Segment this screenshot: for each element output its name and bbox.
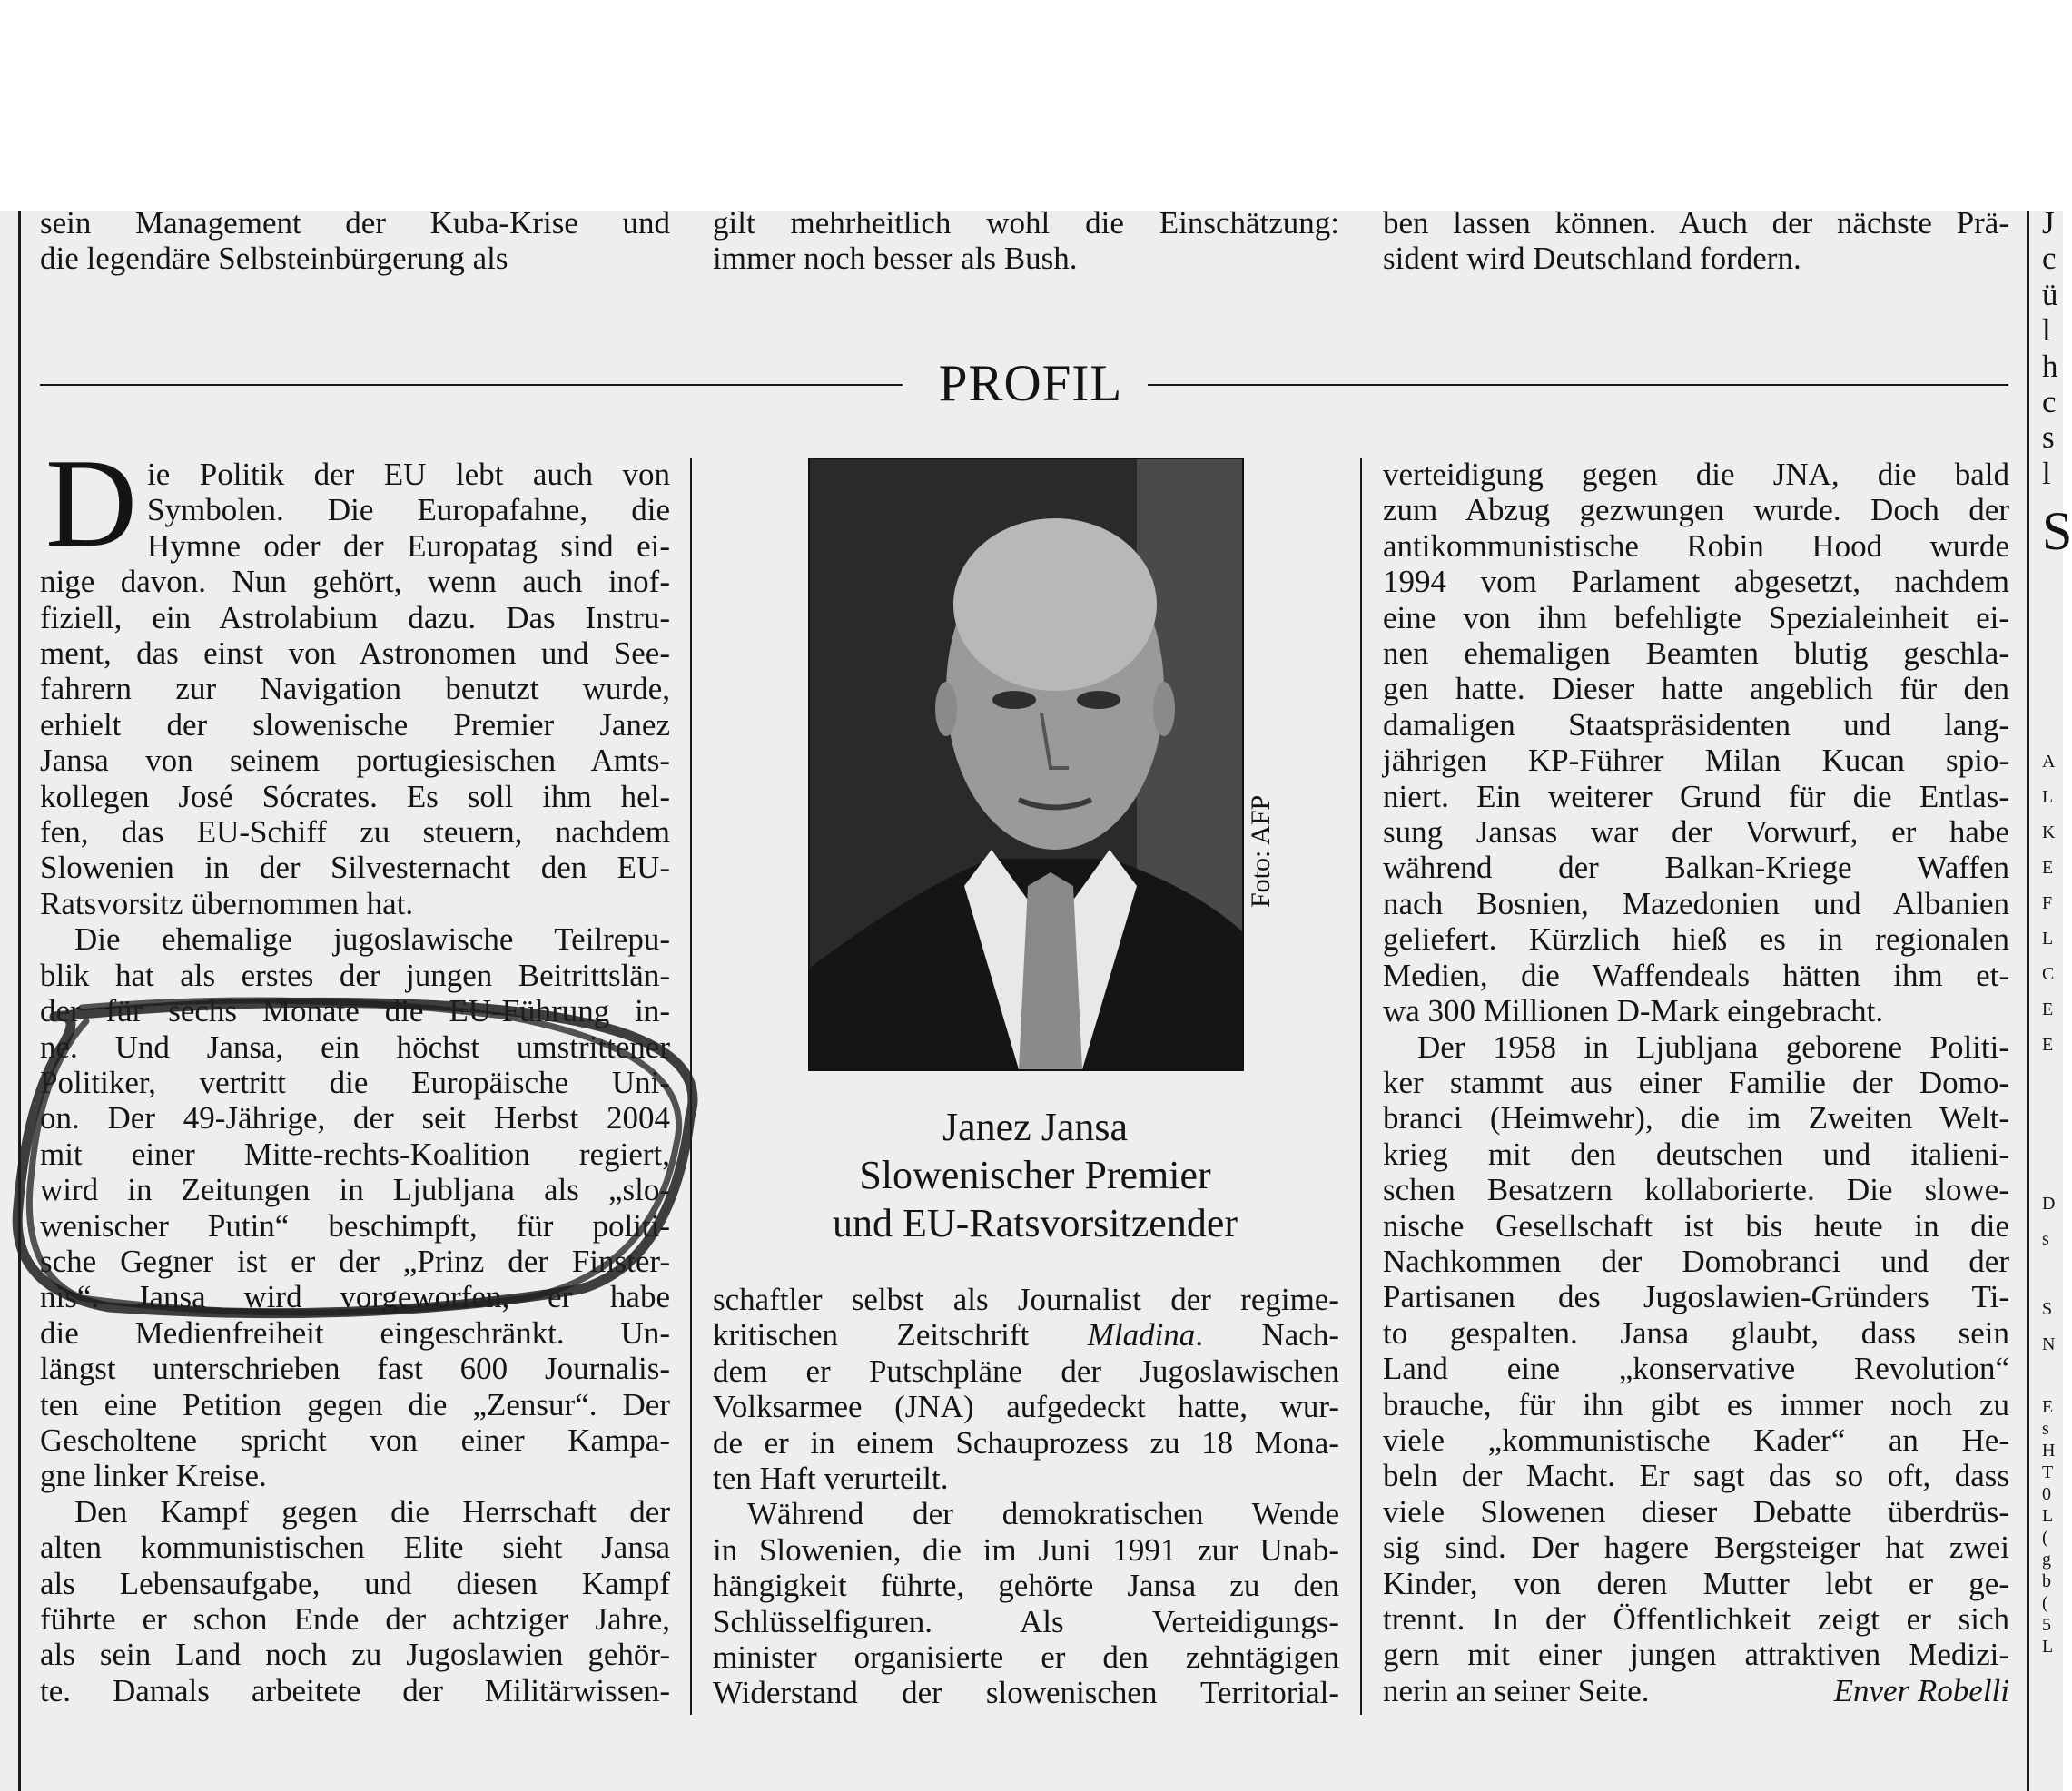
text-line: gern mit einer jungen attraktiven Medizi- [1383,1637,2009,1673]
text-line: Slowenien in der Silvesternacht den EU- [40,850,670,886]
column-rule-2 [1360,458,1362,1715]
edge-column-lower1 [2042,1186,2063,1257]
col1-para1 [40,457,670,921]
text-line: gilt mehrheitlich wohl die Einschätzung: [713,205,1339,241]
text-line: verteidigung gegen die JNA, die bald [1383,457,2009,492]
edge-letter: L [2042,787,2054,807]
text-line: als Lebensaufgabe, und diesen Kampf [40,1565,670,1601]
text-line: wird in Zeitungen in Ljubljana als „slo- [40,1172,670,1208]
article-column-1 [40,457,670,1708]
text-line: wenischer Putin“ beschimpft, für politi- [40,1207,670,1244]
edge-letter: h [2042,348,2058,384]
text-line: längst unterschrieben fast 600 Journalis- [40,1351,670,1387]
edge-letter: b [2042,1571,2051,1591]
text-line: kritischen Zeitschrift Mladina. Nach- [713,1317,1339,1353]
text-line: gen hatte. Dieser hatte angeblich für den [1383,671,2009,707]
text-line: nen ehemaligen Beamten blutig geschla- [1383,635,2009,672]
text-line: immer noch besser als Bush. [713,241,1078,277]
edge-letter: ü [2042,276,2058,312]
edge-letter: K [2042,822,2056,842]
right-border-rule [2027,211,2029,1791]
text-line: alten kommunistischen Elite sieht Jansa [40,1530,670,1566]
text-line: ten Haft verurteilt. [713,1461,949,1497]
text-line: fahrern zur Navigation benutzt wurde, [40,671,670,707]
text-line: ten eine Petition gegen die „Zensur“. Der [40,1386,670,1422]
article-column-2 [713,1282,1339,1711]
portrait-illustration [810,459,1242,1069]
column-rule-1 [690,458,692,1715]
text-line: 1994 vom Parlament abgesetzt, nachdem [1383,564,2009,600]
text-line: die legendäre Selbsteinbürgerung als [40,241,508,277]
col3-para2 [1383,1029,2009,1673]
text-line: Ratsvorsitz übernommen hat. [40,885,414,921]
text-line: ker stammt aus einer Familie der Domo- [1383,1064,2009,1100]
final-sentence: nerin an seiner Seite. [1383,1672,1650,1708]
edge-letter: L [2042,1637,2054,1657]
portrait-photo [808,458,1244,1071]
edge-letter: c [2042,241,2057,277]
text-line: damaligen Staatspräsidenten und lang- [1383,706,2009,743]
text-line: branci (Heimwehr), die im Zweiten Welt- [1383,1100,2009,1137]
header-rule-right [1148,384,2008,386]
edge-letter: E [2042,1397,2054,1417]
text-line: ment, das einst von Astronomen und See- [40,635,670,672]
text-line: Volksarmee (JNA) aufgedeckt hatte, wur- [713,1389,1339,1425]
edge-letter: l [2042,312,2051,349]
col1-para3 [40,1494,670,1708]
edge-letter: N [2042,1334,2056,1354]
text-line: nis“. Jansa wird vorgeworfen, er habe [40,1279,670,1315]
text-line: ie Politik der EU lebt auch von [147,457,670,492]
edge-letter: H [2042,1441,2056,1461]
text-line: Jansa von seinem portugiesischen Amts- [40,743,670,779]
text-line: trennt. In der Öffentlichkeit zeigt er sich [1383,1601,2009,1637]
text-line: Kinder, von deren Mutter lebt er ge- [1383,1565,2009,1601]
magazine-name: Mladina [1087,1317,1196,1353]
caption-name: Janez Jansa [942,1105,1128,1149]
text-line: blik hat als erstes der jungen Beitrittslän- [40,957,670,993]
edge-letter: T [2042,1462,2054,1482]
header-rule-left [40,384,903,386]
text-line: nige davon. Nun gehört, wenn auch inof- [40,564,670,600]
edge-letter: D [2042,1194,2056,1214]
edge-letter: ( [2042,1593,2048,1613]
edge-column-upper [2042,205,2063,491]
text-line: sein Management der Kuba-Krise und [40,205,670,241]
text-line: Partisanen des Jugoslawien-Gründers Ti- [1383,1279,2009,1315]
text-line: mit einer Mitte-rechts-Koalition regiert, [40,1136,670,1172]
text-line: fiziell, ein Astrolabium dazu. Das Instru- [40,599,670,635]
text-line: Die ehemalige jugoslawische Teilrepu- [74,921,670,958]
text-line: viele „kommunistische Kader“ an He- [1383,1422,2009,1458]
edge-letter: s [2042,419,2055,456]
text-line: beln der Macht. Er sagt das so oft, dass [1383,1458,2009,1494]
text-line: de er in einem Schauprozess zu 18 Mona- [713,1424,1339,1461]
text-line: Politiker, vertritt die Europäische Uni- [40,1064,670,1100]
edge-letter: L [2042,929,2054,949]
col2-para1 [713,1282,1339,1496]
text-line: nische Gesellschaft ist bis heute in die [1383,1207,2009,1244]
top-fragment-col3 [1383,205,2009,277]
text-line: sung Jansas war der Vorwurf, er habe [1383,814,2009,851]
edge-letter: S [2042,1299,2053,1319]
text-line: on. Der 49-Jährige, der seit Herbst 2004 [40,1100,670,1137]
text-line: Nachkommen der Domobranci und der [1383,1243,2009,1279]
text-line: sig sind. Der hagere Bergsteiger hat zwei [1383,1530,2009,1566]
edge-column-mid [2042,744,2063,1063]
text-line: die Medienfreiheit eingeschränkt. Un- [40,1314,670,1351]
photo-caption [745,1103,1326,1247]
text-line: eine von ihm befehligte Spezialeinheit ei- [1383,599,2009,635]
text-line: Hymne oder der Europatag sind ei- [147,527,670,564]
text-line: erhielt der slowenische Premier Janez [40,706,670,743]
edge-letter: A [2042,752,2056,772]
edge-letter: C [2042,964,2055,984]
edge-letter: L [2042,1506,2054,1526]
text-line: geliefert. Kürzlich hieß es in regionalen [1383,921,2009,958]
text-line: Gescholtene spricht von einer Kampa- [40,1422,670,1458]
text-line: Land eine „konservative Revolution“ [1383,1351,2009,1387]
text-line: fen, das EU-Schiff zu steuern, nachdem [40,814,670,851]
edge-letter: E [2042,999,2054,1019]
drop-cap: D [45,433,138,574]
text-line: antikommunistische Robin Hood wurde [1383,527,2009,564]
text-line: nach Bosnien, Mazedonien und Albanien [1383,885,2009,921]
edge-letter: s [2042,1419,2049,1439]
text-line: Den Kampf gegen die Herrschaft der [74,1493,670,1530]
text-line: kollegen José Sócrates. Es soll ihm hel- [40,778,670,814]
text-line: Medien, die Waffendeals hätten ihm et- [1383,957,2009,993]
text-line: schaftler selbst als Journalist der regime- [713,1282,1339,1317]
edge-letter: ( [2042,1528,2048,1548]
edge-letter: c [2042,384,2057,420]
text-line: während der Balkan-Kriege Waffen [1383,850,2009,886]
text-line: jährigen KP-Führer Milan Kucan spio- [1383,743,2009,779]
photo-credit: Foto: AFP [1246,794,1276,908]
article-column-3 [1383,457,2009,1708]
edge-letter: F [2042,893,2053,913]
caption-title-2: und EU-Ratsvorsitzender [833,1201,1238,1245]
col2-para2 [713,1496,1339,1710]
text-line: hängigkeit führte, gehörte Jansa zu den [713,1568,1339,1604]
edge-letter: l [2042,455,2051,491]
text-line: gne linker Kreise. [40,1458,267,1494]
edge-big-letter: S [2042,501,2072,561]
col3-final-line [1383,1673,2009,1708]
text-line: Während der demokratischen Wende [747,1496,1339,1532]
edge-letter: g [2042,1550,2051,1570]
text-line: schen Besatzern kollaborierte. Die slowe- [1383,1172,2009,1208]
text-line: te. Damals arbeitete der Militärwissen- [40,1672,670,1708]
edge-letter: E [2042,858,2054,878]
text-line: dem er Putschpläne der Jugoslawischen [713,1353,1339,1389]
text-line: in Slowenien, die im Juni 1991 zur Unab- [713,1531,1339,1568]
edge-letter: J [2042,205,2055,241]
author-byline: Enver Robelli [1833,1672,2009,1708]
text-line: Schlüsselfiguren. Als Verteidigungs- [713,1603,1339,1639]
text-line: to gespalten. Jansa glaubt, dass sein [1383,1314,2009,1351]
col3-para1 [1383,457,2009,1029]
text-line: Widerstand der slowenischen Territorial- [713,1675,1339,1711]
text-line: sche Gegner ist er der „Prinz der Finster- [40,1243,670,1279]
text-line: niert. Ein weiterer Grund für die Entlas- [1383,778,2009,814]
caption-title-1: Slowenischer Premier [859,1153,1211,1197]
edge-letter: 0 [2042,1484,2051,1504]
left-border-rule [18,211,21,1791]
text-line: als sein Land noch zu Jugoslawien gehör- [40,1637,670,1673]
edge-letter: 5 [2042,1615,2051,1635]
text-line: ben lassen können. Auch der nächste Prä- [1383,205,2009,241]
text-line: Der 1958 in Ljubljana geborene Politi- [1417,1028,2009,1065]
section-title: PROFIL [938,355,1123,412]
edge-column-lower3 [2042,1396,2063,1658]
text-line: brauche, für ihn gibt es immer noch zu [1383,1386,2009,1422]
text-line: führte er schon Ende der achtziger Jahre, [40,1601,670,1637]
text-line: minister organisierte er den zehntägigen [713,1639,1339,1676]
text-line: sident wird Deutschland fordern. [1383,241,1801,277]
top-fragment-col2 [713,205,1339,277]
text-line: wa 300 Millionen D-Mark eingebracht. [1383,993,1884,1029]
top-fragment-col1 [40,205,670,277]
text-line: der für sechs Monate die EU-Führung in- [40,993,670,1029]
text-line: ne. Und Jansa, ein höchst umstrittener [40,1028,670,1065]
text-line: viele Slowenen dieser Debatte überdrüs- [1383,1493,2009,1530]
edge-column-lower2 [2042,1292,2063,1363]
text-line: zum Abzug gezwungen wurde. Doch der [1383,492,2009,528]
edge-letter: E [2042,1035,2054,1055]
edge-letter: s [2042,1229,2049,1249]
text-line: Symbolen. Die Europafahne, die [147,492,670,528]
col1-para2 [40,921,670,1494]
text-line: krieg mit den deutschen und italieni- [1383,1136,2009,1172]
